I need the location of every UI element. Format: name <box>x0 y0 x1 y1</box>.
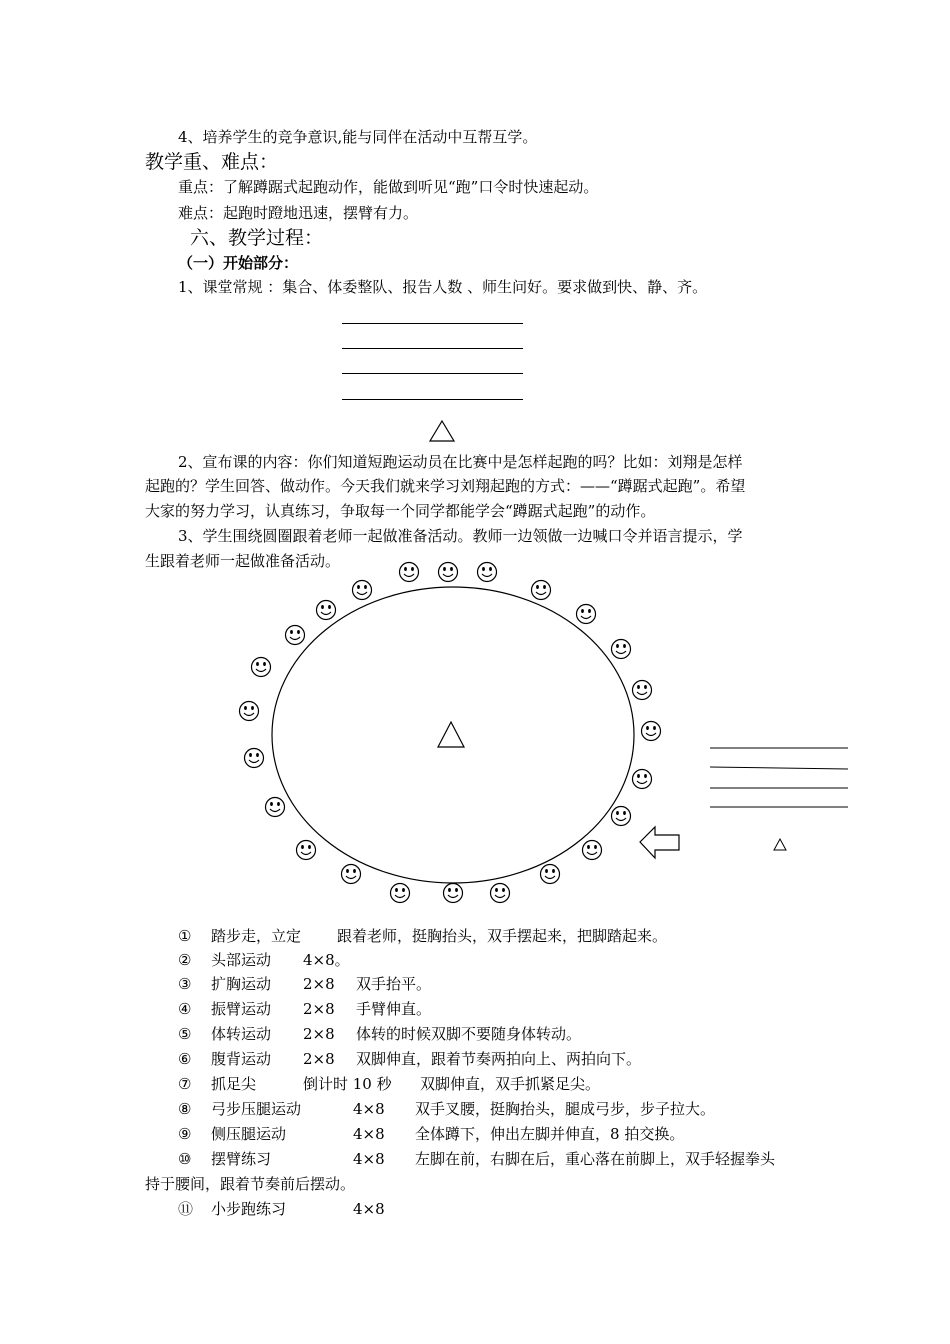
exercise-count: 2×8 <box>303 1025 335 1043</box>
exercise-name: 弓步压腿运动 <box>211 1100 302 1118</box>
exercise-count: 4×8 <box>353 1125 385 1143</box>
exercise-number: ① <box>178 927 192 945</box>
smiley-face-icon <box>317 601 336 620</box>
exercise-description: 双脚伸直，跟着节奏两拍向上、两拍向下。 <box>356 1050 642 1068</box>
formation-row-line <box>342 399 523 400</box>
exercise-number: ⑩ <box>178 1150 192 1168</box>
exercise-count: 4×8 <box>353 1200 385 1218</box>
exercise-count: 2×8 <box>303 1050 335 1068</box>
exercise-description: 全体蹲下，伸出左脚并伸直，8 拍交换。 <box>415 1125 685 1143</box>
key-points-heading: 教学重、难点： <box>145 151 279 173</box>
smiley-face-icon <box>439 563 458 582</box>
objective-4: 4、培养学生的竞争意识,能与同伴在活动中互帮互学。 <box>178 128 538 146</box>
announce-line-2: 起跑的？学生回答、做动作。今天我们就来学习刘翔起跑的方式：——“蹲踞式起跑”。希望 <box>145 477 746 495</box>
smiley-face-icon <box>612 807 631 826</box>
exercise-count: 倒计时 10 秒 <box>303 1075 392 1093</box>
exercise-description: 体转的时候双脚不要随身体转动。 <box>356 1025 582 1043</box>
smiley-face-icon <box>245 749 264 768</box>
smiley-face-icon <box>400 563 419 582</box>
smiley-face-icon <box>240 702 259 721</box>
smiley-face-icon <box>633 770 652 789</box>
formation-row-line <box>342 323 523 324</box>
exercise-name: 侧压腿运动 <box>211 1125 287 1143</box>
exercise-description: 左脚在前，右脚在后，重心落在前脚上，双手轻握拳头 <box>415 1150 776 1168</box>
exercise-description: 手臂伸直。 <box>356 1000 432 1018</box>
exercise-name: 腹背运动 <box>211 1050 272 1068</box>
smiley-face-icon <box>583 841 602 860</box>
exercise-name: 踏步走，立定 <box>211 927 302 945</box>
exercise-description: 双脚伸直，双手抓紧足尖。 <box>420 1075 601 1093</box>
key-point: 重点：了解蹲踞式起跑动作，能做到听见“跑”口令时快速起动。 <box>178 178 599 196</box>
formation-row-line <box>342 348 523 349</box>
smiley-face-icon <box>252 658 271 677</box>
formation-row-line <box>710 767 848 769</box>
exercise-count: 4×8 <box>353 1100 385 1118</box>
exercise-name: 振臂运动 <box>211 1000 272 1018</box>
part-one-heading: （一）开始部分： <box>178 254 299 272</box>
smiley-face-icon <box>491 884 510 903</box>
exercise-count: 2×8 <box>303 975 335 993</box>
exercise-name: 体转运动 <box>211 1025 272 1043</box>
circle-track <box>272 587 634 883</box>
teacher-triangle-icon <box>428 419 456 443</box>
exercise-name: 头部运动 <box>211 951 272 969</box>
warmup-line-1: 3、学生围绕圆圈跟着老师一起做准备活动。教师一边领做一边喊口令并语言提示，学 <box>178 527 743 545</box>
exercise-number: ⑪ <box>178 1200 194 1218</box>
announce-line-1: 2、宣布课的内容：你们知道短跑运动员在比赛中是怎样起跑的吗？比如：刘翔是怎样 <box>178 453 743 471</box>
smiley-face-icon <box>633 681 652 700</box>
exercise-number: ② <box>178 951 192 969</box>
exercise-number: ⑥ <box>178 1050 192 1068</box>
exercise-count: 2×8 <box>303 1000 335 1018</box>
exercise-count: 4×8 <box>353 1150 385 1168</box>
exercise-name: 小步跑练习 <box>211 1200 287 1218</box>
exercise-number: ⑨ <box>178 1125 192 1143</box>
exercise-name: 扩胸运动 <box>211 975 272 993</box>
left-arrow-icon <box>640 827 679 858</box>
exercise-number: ⑧ <box>178 1100 192 1118</box>
arm-swing-continuation: 持于腰间，跟着节奏前后摆动。 <box>145 1175 356 1193</box>
smiley-face-icon <box>353 581 372 600</box>
exercise-number: ④ <box>178 1000 192 1018</box>
exercise-description: 双手抬平。 <box>356 975 432 993</box>
teacher-triangle-icon <box>774 839 786 850</box>
smiley-face-icon <box>577 605 596 624</box>
exercise-description: 跟着老师，挺胸抬头，双手摆起来，把脚踏起来。 <box>337 927 668 945</box>
exercise-number: ⑤ <box>178 1025 192 1043</box>
smiley-face-icon <box>297 841 316 860</box>
warmup-line-2: 生跟着老师一起做准备活动。 <box>145 552 341 570</box>
difficult-point: 难点：起跑时蹬地迅速，摆臂有力。 <box>178 204 419 222</box>
exercise-number: ⑦ <box>178 1075 192 1093</box>
smiley-face-icon <box>541 865 560 884</box>
smiley-face-icon <box>391 884 410 903</box>
smiley-face-icon <box>612 640 631 659</box>
smiley-face-icon <box>642 722 661 741</box>
smiley-face-icon <box>286 626 305 645</box>
process-heading: 六、教学过程： <box>190 227 324 249</box>
class-routine: 1、课堂常规 ：集合、体委整队、报告人数 、师生问好。要求做到快、静、齐。 <box>178 278 708 296</box>
teacher-triangle-icon <box>438 722 464 747</box>
exercise-name: 抓足尖 <box>211 1075 257 1093</box>
exercise-description: 双手叉腰，挺胸抬头，腿成弓步，步子拉大。 <box>415 1100 716 1118</box>
smiley-face-icon <box>266 798 285 817</box>
smiley-face-icon <box>478 563 497 582</box>
exercise-name: 摆臂练习 <box>211 1150 272 1168</box>
announce-line-3: 大家的努力学习，认真练习，争取每一个同学都能学会“蹲踞式起跑”的动作。 <box>145 502 656 520</box>
exercise-count: 4×8。 <box>303 951 350 969</box>
exercise-number: ③ <box>178 975 192 993</box>
smiley-face-icon <box>532 581 551 600</box>
formation-row-line <box>342 373 523 374</box>
smiley-face-icon <box>444 884 463 903</box>
smiley-face-icon <box>342 865 361 884</box>
